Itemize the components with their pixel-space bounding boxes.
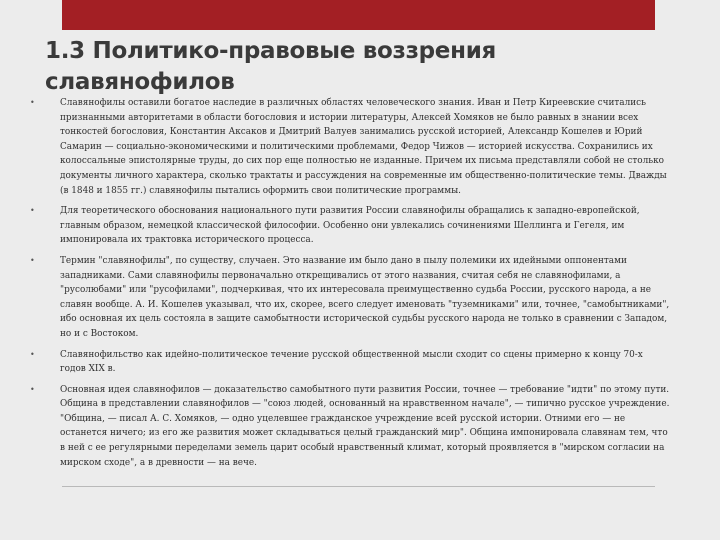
bullet-item xyxy=(30,204,670,248)
bullet-text: Основная идея славянофилов — доказательство самобытного пути развития России, точнее — требование "идти" по этому пути. Община в представлении славянофилов — "союз людей, основанный на нравственном начале", — типично русское учреждение. "Община, — писал А. С. Хомяков, — одно уцелевшее гражданское учреждение всей русской истории. Отними его — не останется ничего; из его же развития может складываться целый гражданский мир". Община импонировала славянам тем, что в ней с ее регулярными переделами земель царит особый нравственный климат, который проявляется в "мирском согласии на мирском сходе", а в древности — на вече. xyxy=(60,384,670,468)
bullet-icon: • xyxy=(30,98,35,107)
bullet-text: Славянофилы оставили богатое наследие в различных областях человеческого знания. Иван и Петр Киреевские считались признанными авторитетами в области богословия и истории литературы, Алексей Хомяков не было равных в знании всех тонкостей богословия, Константин Аксаков и Дмитрий Валуев занимались русской историей, Александр Кошелев и Юрий Самарин — социально-экономическими и политическими проблемами, Федор Чижов — историей искусства. Сохранились их колоссальные эпистолярные труды, до сих пор еще полностью не изданные. Причем их письма представляли собой не столько документы личного характера, сколько трактаты и рассуждения на современные им общественно-политические темы. Дважды (в 1848 и 1855 гг.) славянофилы пытались оформить свои политические программы. xyxy=(60,98,667,196)
bullet-icon: • xyxy=(30,384,35,394)
footer-divider xyxy=(62,486,655,487)
slide-title: 1.3 Политико-правовые воззрения славянофилов xyxy=(45,38,496,95)
bullet-icon: • xyxy=(30,255,35,265)
title-accent-bar xyxy=(62,0,655,30)
bullet-item xyxy=(30,383,670,471)
bullet-item xyxy=(30,96,670,198)
bullet-text: Славянофильство как идейно-политическое течение русской общественной мысли сходит со сцены примерно к концу 70-х годов XIX в. xyxy=(60,349,643,375)
bullet-icon: • xyxy=(30,349,35,359)
bullet-text: Для теоретического обоснования национального пути развития России славянофилы обращались к западно-европейской, главным образом, немецкой классической философии. Особенно они увлекались сочинениями Шеллинга и Гегеля, им импонировала их трактовка исторического процесса. xyxy=(60,206,640,246)
bullet-item xyxy=(30,348,670,377)
bullet-item xyxy=(30,254,670,342)
bullet-icon: • xyxy=(30,206,35,216)
bullet-text: Термин "славянофилы", по существу, случаен. Это название им было дано в пылу полемики их идейными оппонентами западниками. Сами славянофилы первоначально открещивались от этого названия, считая себя не славянофилами, а "русолюбами" или "русофилами", подчеркивая, что их интересовала преимущественно судьба России, русского народа, а не славян вообще. А. И. Кошелев указывал, что их, скорее, всего следует именовать "туземниками" или, точнее, "самобытниками", ибо основная их цель состояла в защите самобытности исторической судьбы русского народа не только в сравнении с Западом, но и с Востоком. xyxy=(60,255,670,339)
bullet-list xyxy=(30,96,670,476)
